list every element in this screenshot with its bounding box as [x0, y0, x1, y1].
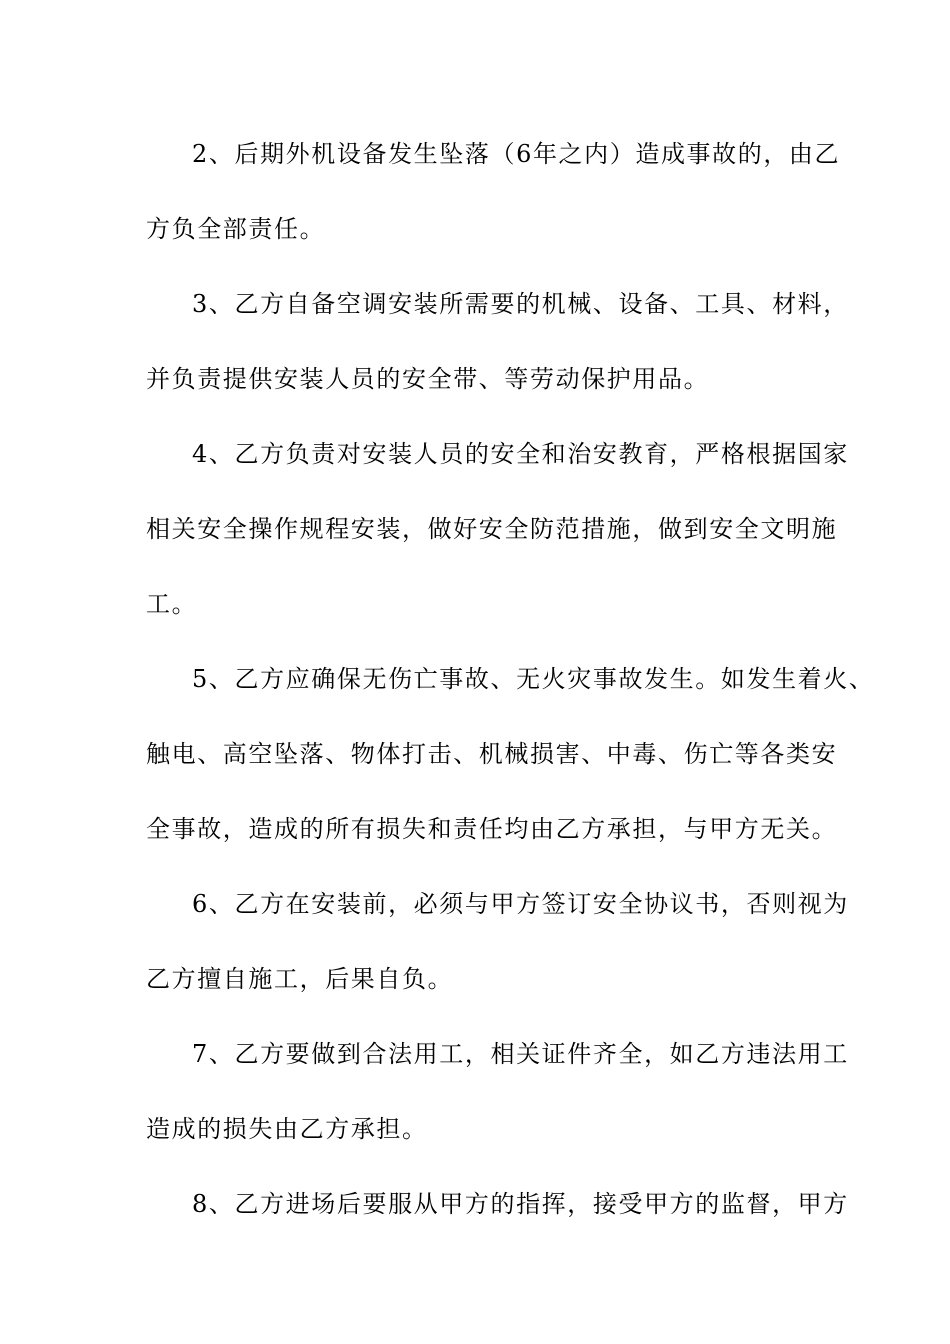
clause-6-line-1: 6、乙方在安装前，必须与甲方签订安全协议书，否则视为 [192, 890, 849, 918]
clause-7-line-2: 造成的损失由乙方承担。 [146, 1115, 428, 1143]
clause-5-line-2: 触电、高空坠落、物体打击、机械损害、中毒、伤亡等各类安 [146, 740, 838, 768]
clause-3-line-2: 并负责提供安装人员的安全带、等劳动保护用品。 [146, 365, 710, 393]
clause-2-line-2: 方负全部责任。 [146, 215, 326, 243]
clause-2-line-1: 2、后期外机设备发生坠落（6年之内）造成事故的，由乙 [192, 140, 841, 168]
clause-5-line-3: 全事故，造成的所有损失和责任均由乙方承担，与甲方无关。 [146, 815, 838, 843]
clause-4-line-2: 相关安全操作规程安装，做好安全防范措施，做到安全文明施 [146, 515, 838, 543]
clause-6-line-2: 乙方擅自施工，后果自负。 [146, 965, 454, 993]
clause-4-line-3: 工。 [146, 590, 198, 618]
clause-5-line-1: 5、乙方应确保无伤亡事故、无火灾事故发生。如发生着火、 [192, 665, 875, 693]
clause-4-line-1: 4、乙方负责对安装人员的安全和治安教育，严格根据国家 [192, 440, 849, 468]
clause-7-line-1: 7、乙方要做到合法用工，相关证件齐全，如乙方违法用工 [192, 1040, 849, 1068]
clause-8-line-1: 8、乙方进场后要服从甲方的指挥，接受甲方的监督，甲方 [192, 1190, 849, 1218]
clause-3-line-1: 3、乙方自备空调安装所需要的机械、设备、工具、材料， [192, 290, 849, 318]
